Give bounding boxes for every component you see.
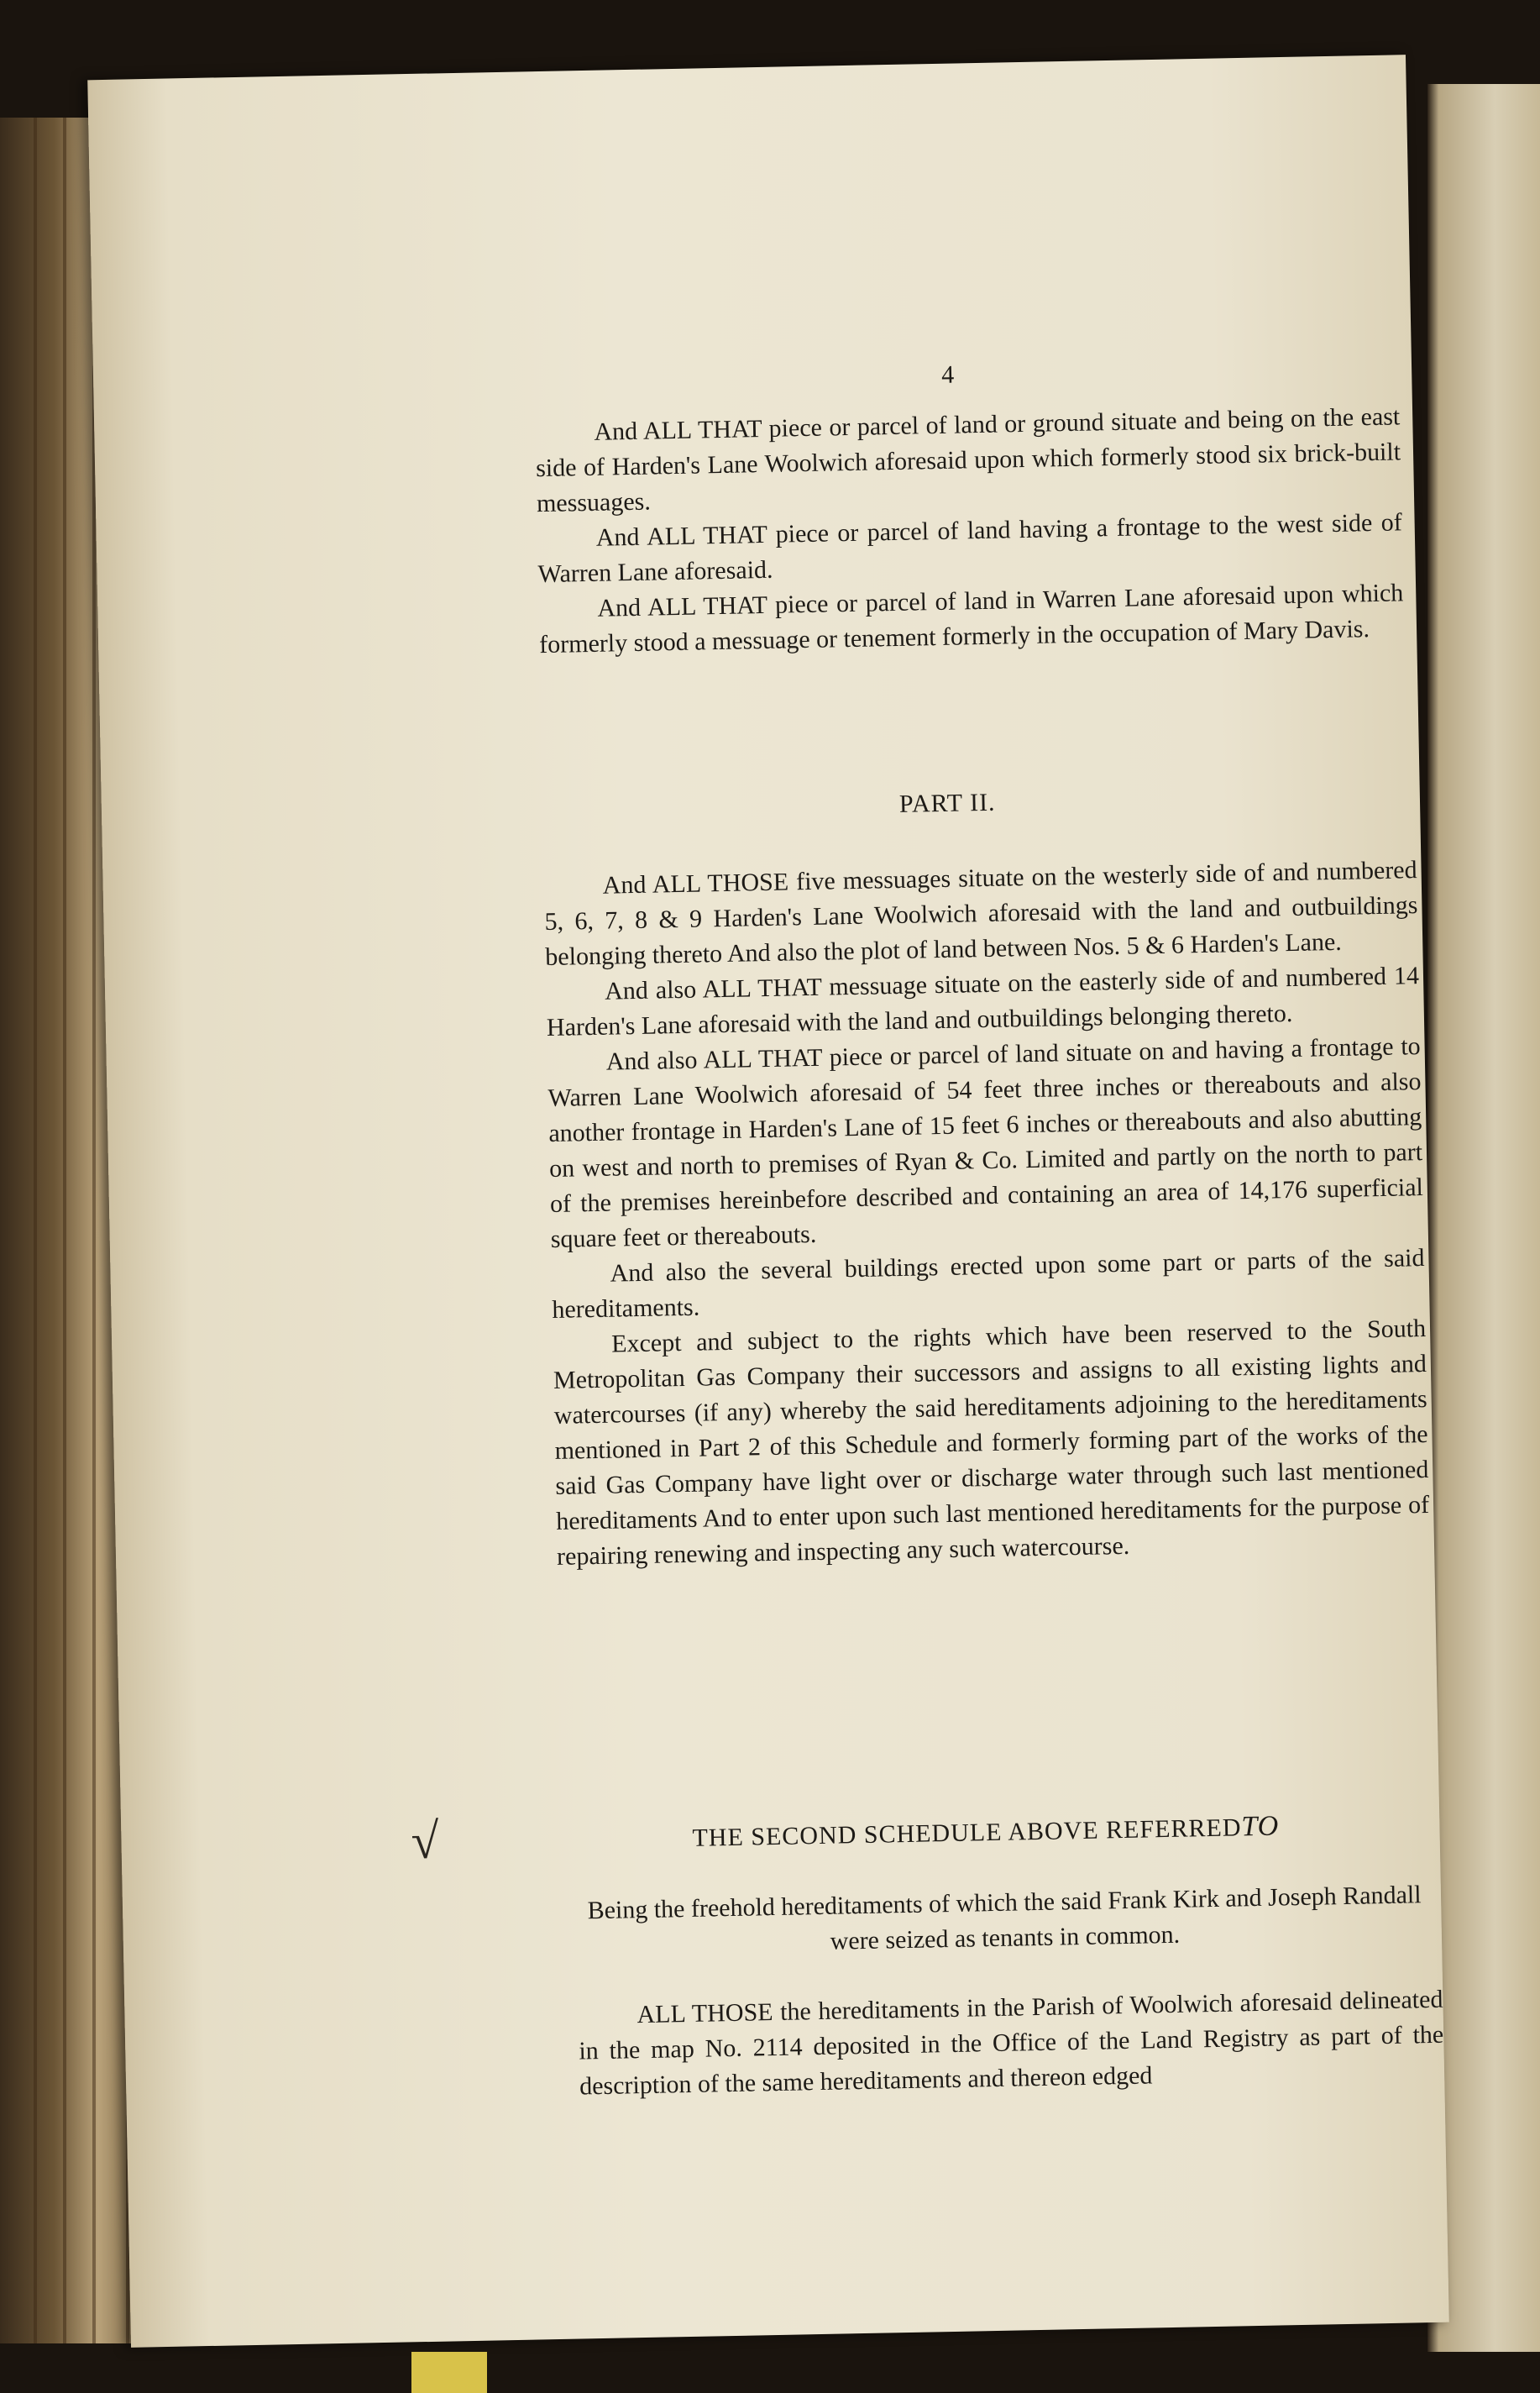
paragraph: And ALL THAT piece or parcel of land having a frontage to the west side of Warren Lane aforesaid. (537, 508, 1402, 589)
second-schedule-subheading (576, 1877, 1433, 1965)
paragraph: And also ALL THAT piece or parcel of land situate on and having a frontage to Warren Lane Woolwich aforesaid of 54 feet three inches or thereabouts and also another frontage in Harden's Lane of 15 feet 6 inches or thereabouts and also abutting on west and north to premises of Ryan & Co. Limited and partly on the north to part of the premises hereinbefore described and containing an area of 14,176 superficial square feet or thereabouts. (547, 1032, 1424, 1253)
second-schedule-block (578, 1982, 1444, 2105)
part-two-heading: PART II. (898, 788, 996, 818)
heading-text: THE SECOND SCHEDULE ABOVE REFERRED (692, 1813, 1242, 1852)
facing-page (1427, 84, 1540, 2352)
tick-mark: √ (410, 1813, 440, 1870)
subheading: Being the freehold hereditaments of which the said Frank Kirk and Joseph Randall were seized as tenants in common. (587, 1881, 1422, 1955)
paragraph: Except and subject to the rights which have been reserved to the South Metropolitan Gas Company their successors and assigns to all existing lights and watercourses (if any) whereby the said hereditaments adjoining to the hereditaments mentioned in Part 2 of this Schedule and formerly forming part of the works of the said Gas Company have light over or discharge water through such last mentioned hereditaments And to enter upon such last mentioned hereditaments for the purpose of repairing renewing and inspecting any such watercourse. (553, 1314, 1430, 1571)
paragraph: And ALL THOSE five messuages situate on the westerly side of and numbered 5, 6, 7, 8 & 9 Harden's Lane Woolwich aforesaid with the land and outbuildings belonging thereto And also the plot of land between Nos. 5 & 6 Harden's Lane. (544, 856, 1418, 972)
paragraph: And also the several buildings erected upon some part or parts of the said hereditaments. (552, 1244, 1425, 1324)
second-schedule-heading (692, 1808, 1280, 1855)
part-two-block (543, 853, 1430, 1575)
page-number: 4 (940, 360, 955, 389)
tape-strip (411, 2352, 487, 2393)
paragraph: ALL THOSE the hereditaments in the Parish of Woolwich aforesaid delineated in the map No. 2114 deposited in the Office of the Land Registry as part of the description of the same hereditaments and thereon edged (579, 1985, 1444, 2101)
handwritten-to: TO (1241, 1810, 1280, 1843)
paragraph: And also ALL THAT messuage situate on the easterly side of and numbered 14 Harden's Lane aforesaid with the land and outbuildings belonging thereto. (546, 962, 1420, 1042)
document-page (87, 55, 1449, 2348)
paragraph: And ALL THAT piece or parcel of land or ground situate and being on the east side of Harden's Lane Woolwich aforesaid upon which formerly stood six brick-built messuages. (535, 402, 1401, 518)
part-one-block (535, 399, 1404, 663)
paragraph: And ALL THAT piece or parcel of land in Warren Lane aforesaid upon which formerly stood a messuage or tenement formerly in the occupation of Mary Davis. (538, 579, 1404, 659)
